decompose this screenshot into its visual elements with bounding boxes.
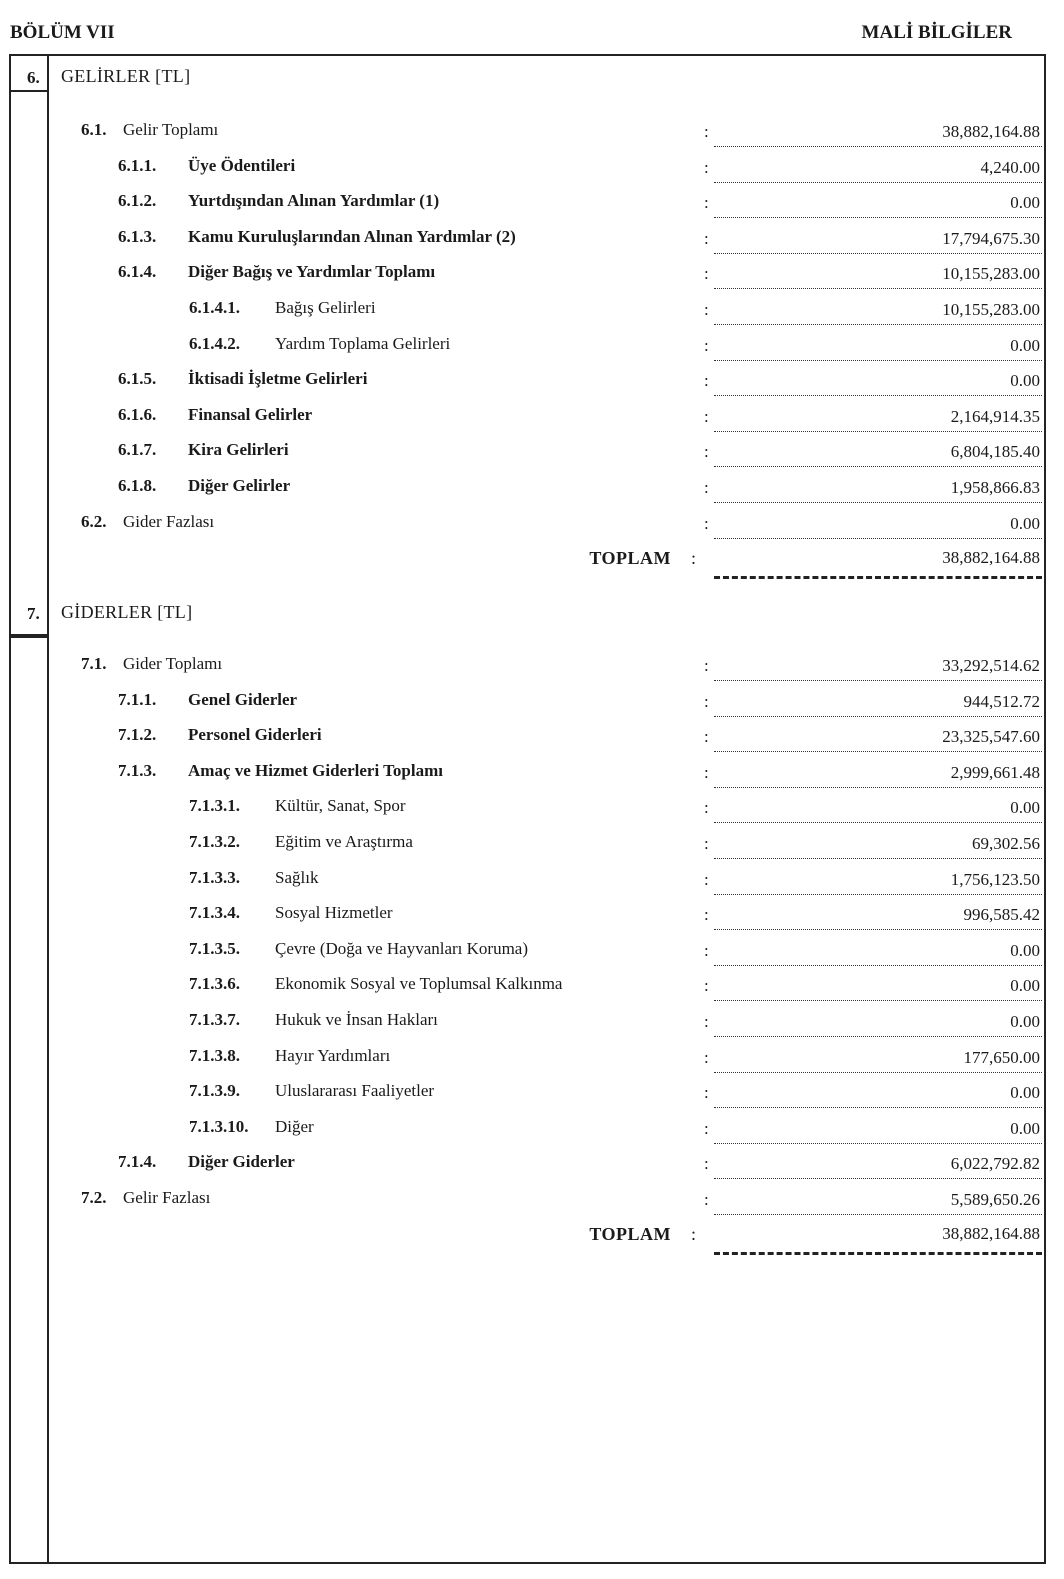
row-colon: : [704, 727, 709, 747]
row-colon: : [704, 1083, 709, 1103]
row-code: 7.1.3.9. [189, 1081, 240, 1101]
table-row [11, 1081, 1044, 1115]
row-amount: 10,155,283.00 [942, 300, 1040, 319]
row-colon: : [704, 193, 709, 213]
amount-cell [714, 868, 1042, 895]
table-row [11, 476, 1044, 510]
row-code: 7.1.2. [118, 725, 157, 745]
row-label: Hayır Yardımları [275, 1045, 391, 1065]
table-row [11, 832, 1044, 866]
row-amount: 4,240.00 [980, 157, 1040, 177]
income-total-row [11, 548, 1044, 584]
row-colon: : [704, 940, 709, 960]
amount-cell [714, 191, 1042, 218]
row-label: Ekonomik Sosyal ve Toplumsal Kalkınma [275, 974, 563, 994]
amount-cell [714, 262, 1042, 289]
chapter-title: BÖLÜM VII [10, 22, 115, 43]
row-amount: 0.00 [1010, 1083, 1040, 1103]
row-colon: : [704, 1190, 709, 1209]
row-colon: : [704, 406, 709, 426]
row-amount: 23,325,547.60 [942, 727, 1040, 747]
amount-cell [714, 369, 1042, 396]
row-code: 6.1. [81, 120, 107, 139]
row-label: Diğer [275, 1116, 314, 1136]
row-colon: : [704, 157, 709, 177]
row-colon: : [704, 691, 709, 711]
row-amount: 5,589,650.26 [950, 1190, 1040, 1209]
amount-cell [714, 939, 1042, 966]
row-colon: : [704, 335, 709, 355]
income-section-number: 6. [27, 68, 40, 87]
amount-cell [714, 903, 1042, 930]
row-colon: : [704, 228, 709, 248]
amount-cell [714, 725, 1042, 752]
row-code: 7.1.3. [118, 760, 157, 780]
table-row [11, 156, 1044, 190]
table-row [11, 725, 1044, 759]
row-label: Kültür, Sanat, Spor [275, 796, 406, 816]
row-colon: : [704, 1012, 709, 1031]
row-amount: 996,585.42 [963, 905, 1040, 925]
expense-total-colon: : [691, 1224, 697, 1244]
amount-cell [714, 654, 1042, 681]
row-amount: 69,302.56 [972, 834, 1040, 853]
expenses-section-number: 7. [27, 604, 40, 623]
expense-total-row [11, 1224, 1044, 1260]
table-row [11, 369, 1044, 403]
row-label: Diğer Bağış ve Yardımlar Toplamı [188, 262, 436, 282]
row-label: Gider Toplamı [123, 654, 223, 673]
row-label: Amaç ve Hizmet Giderleri Toplamı [188, 760, 443, 780]
amount-cell [714, 512, 1042, 539]
amount-cell [714, 832, 1042, 859]
row-colon: : [704, 442, 709, 462]
row-code: 6.2. [81, 511, 107, 531]
row-code: 7.1.3.3. [189, 867, 240, 887]
row-code: 7.1.3.10. [189, 1116, 249, 1136]
table-row [11, 939, 1044, 973]
row-colon: : [704, 371, 709, 391]
row-amount: 0.00 [1010, 371, 1040, 391]
row-colon: : [704, 1118, 709, 1138]
table-row [11, 690, 1044, 724]
amount-cell [714, 227, 1042, 254]
row-label: Yardım Toplama Gelirleri [275, 333, 451, 353]
row-code: 6.1.6. [118, 404, 157, 424]
row-code: 6.1.8. [118, 476, 157, 495]
table-row [11, 512, 1044, 546]
table-row [11, 1117, 1044, 1151]
amount-cell [714, 1046, 1042, 1073]
income-total-colon: : [691, 548, 697, 568]
row-code: 7.1.3.2. [189, 832, 240, 851]
amount-cell [714, 690, 1042, 717]
row-amount: 10,155,283.00 [942, 264, 1040, 284]
table-row [11, 440, 1044, 474]
expense-total-cell [714, 1224, 1042, 1255]
table-row [11, 761, 1044, 795]
row-code: 7.1.3.5. [189, 938, 240, 958]
expense-total-label: TOPLAM [589, 1224, 671, 1244]
row-amount: 944,512.72 [963, 691, 1040, 711]
table-row [11, 654, 1044, 688]
amount-cell [714, 974, 1042, 1001]
row-colon: : [704, 762, 709, 782]
row-code: 7.1.3.1. [189, 796, 240, 816]
financial-table [9, 54, 1046, 1564]
row-amount: 17,794,675.30 [942, 228, 1040, 248]
expenses-section-title: GİDERLER [TL] [61, 602, 193, 622]
table-row [11, 227, 1044, 261]
amount-cell [714, 298, 1042, 325]
row-label: Eğitim ve Araştırma [275, 832, 413, 851]
table-row [11, 405, 1044, 439]
row-label: Kira Gelirleri [188, 440, 289, 460]
row-code: 7.1.3.8. [189, 1045, 240, 1065]
row-label: İktisadi İşletme Gelirleri [188, 369, 368, 389]
row-label: Gider Fazlası [123, 511, 215, 531]
table-row [11, 796, 1044, 830]
row-code: 6.1.2. [118, 191, 157, 211]
amount-cell [714, 440, 1042, 467]
income-section-title: GELİRLER [TL] [61, 66, 191, 86]
row-amount: 1,756,123.50 [950, 869, 1040, 889]
row-amount: 0.00 [1010, 1118, 1040, 1138]
row-code: 6.1.5. [118, 369, 157, 389]
amount-cell [714, 476, 1042, 503]
table-row [11, 262, 1044, 296]
row-label: Hukuk ve İnsan Hakları [275, 1010, 438, 1029]
amount-cell [714, 1117, 1042, 1144]
amount-cell [714, 405, 1042, 432]
amount-cell [714, 120, 1042, 147]
section-6-number-divider [11, 90, 48, 92]
table-row [11, 1046, 1044, 1080]
row-amount: 6,804,185.40 [950, 442, 1040, 462]
table-row [11, 903, 1044, 937]
table-row [11, 868, 1044, 902]
table-row [11, 1188, 1044, 1222]
expense-total-amount: 38,882,164.88 [942, 1224, 1040, 1243]
section-heading: MALİ BİLGİLER [861, 22, 1012, 43]
row-code: 7.2. [81, 1188, 107, 1207]
row-colon: : [704, 264, 709, 284]
row-label: Uluslararası Faaliyetler [275, 1081, 435, 1101]
row-amount: 1,958,866.83 [950, 478, 1040, 497]
row-label: Finansal Gelirler [188, 404, 313, 424]
row-colon: : [704, 976, 709, 996]
row-colon: : [704, 513, 709, 533]
row-code: 7.1. [81, 654, 107, 673]
amount-cell [714, 156, 1042, 183]
row-label: Üye Ödentileri [188, 155, 296, 175]
row-code: 6.1.4.2. [189, 333, 240, 353]
row-code: 6.1.4.1. [189, 298, 240, 317]
row-label: Diğer Giderler [188, 1152, 295, 1172]
row-amount: 0.00 [1010, 940, 1040, 960]
row-label: Sosyal Hizmetler [275, 903, 393, 923]
row-colon: : [704, 834, 709, 853]
row-colon: : [704, 905, 709, 925]
row-code: 6.1.3. [118, 226, 157, 246]
row-amount: 33,292,514.62 [942, 656, 1040, 675]
section-7-divider-bottom [11, 636, 48, 638]
row-label: Genel Giderler [188, 689, 298, 709]
page-header [10, 22, 1012, 48]
row-amount: 0.00 [1010, 976, 1040, 996]
row-amount: 0.00 [1010, 193, 1040, 213]
row-code: 7.1.3.7. [189, 1010, 240, 1029]
row-amount: 2,999,661.48 [950, 762, 1040, 782]
row-colon: : [704, 122, 709, 141]
income-total-label: TOPLAM [589, 548, 671, 568]
row-code: 7.1.1. [118, 689, 157, 709]
table-row [11, 191, 1044, 225]
amount-cell [714, 761, 1042, 788]
row-amount: 0.00 [1010, 1012, 1040, 1031]
amount-cell [714, 1152, 1042, 1179]
row-label: Gelir Fazlası [123, 1188, 211, 1207]
row-code: 6.1.7. [118, 440, 157, 460]
row-colon: : [704, 869, 709, 889]
row-code: 6.1.4. [118, 262, 157, 282]
row-label: Bağış Gelirleri [275, 298, 376, 317]
row-amount: 38,882,164.88 [942, 122, 1040, 141]
row-amount: 177,650.00 [963, 1047, 1040, 1067]
income-total-cell [714, 548, 1042, 579]
table-row [11, 298, 1044, 332]
row-label: Personel Giderleri [188, 725, 322, 745]
row-amount: 0.00 [1010, 335, 1040, 355]
row-label: Gelir Toplamı [123, 120, 219, 139]
amount-cell [714, 334, 1042, 361]
row-amount: 0.00 [1010, 798, 1040, 818]
row-label: Çevre (Doğa ve Hayvanları Koruma) [275, 938, 529, 958]
row-colon: : [704, 1047, 709, 1067]
row-colon: : [704, 798, 709, 818]
row-label: Yurtdışından Alınan Yardımlar (1) [188, 191, 440, 211]
income-total-amount: 38,882,164.88 [942, 548, 1040, 567]
row-label: Diğer Gelirler [188, 476, 291, 495]
table-row [11, 1010, 1044, 1044]
row-amount: 0.00 [1010, 513, 1040, 533]
amount-cell [714, 1188, 1042, 1215]
amount-cell [714, 796, 1042, 823]
row-colon: : [704, 1154, 709, 1174]
row-code: 7.1.4. [118, 1152, 157, 1172]
table-row [11, 120, 1044, 154]
table-row [11, 334, 1044, 368]
table-row [11, 974, 1044, 1008]
row-code: 6.1.1. [118, 155, 157, 175]
table-row [11, 1152, 1044, 1186]
row-amount: 2,164,914.35 [950, 406, 1040, 426]
amount-cell [714, 1081, 1042, 1108]
row-label: Kamu Kuruluşlarından Alınan Yardımlar (2) [188, 226, 516, 246]
row-colon: : [704, 656, 709, 675]
row-code: 7.1.3.6. [189, 974, 240, 994]
amount-cell [714, 1010, 1042, 1037]
row-colon: : [704, 300, 709, 319]
row-label: Sağlık [275, 867, 319, 887]
row-code: 7.1.3.4. [189, 903, 240, 923]
row-amount: 6,022,792.82 [950, 1154, 1040, 1174]
row-colon: : [704, 478, 709, 497]
